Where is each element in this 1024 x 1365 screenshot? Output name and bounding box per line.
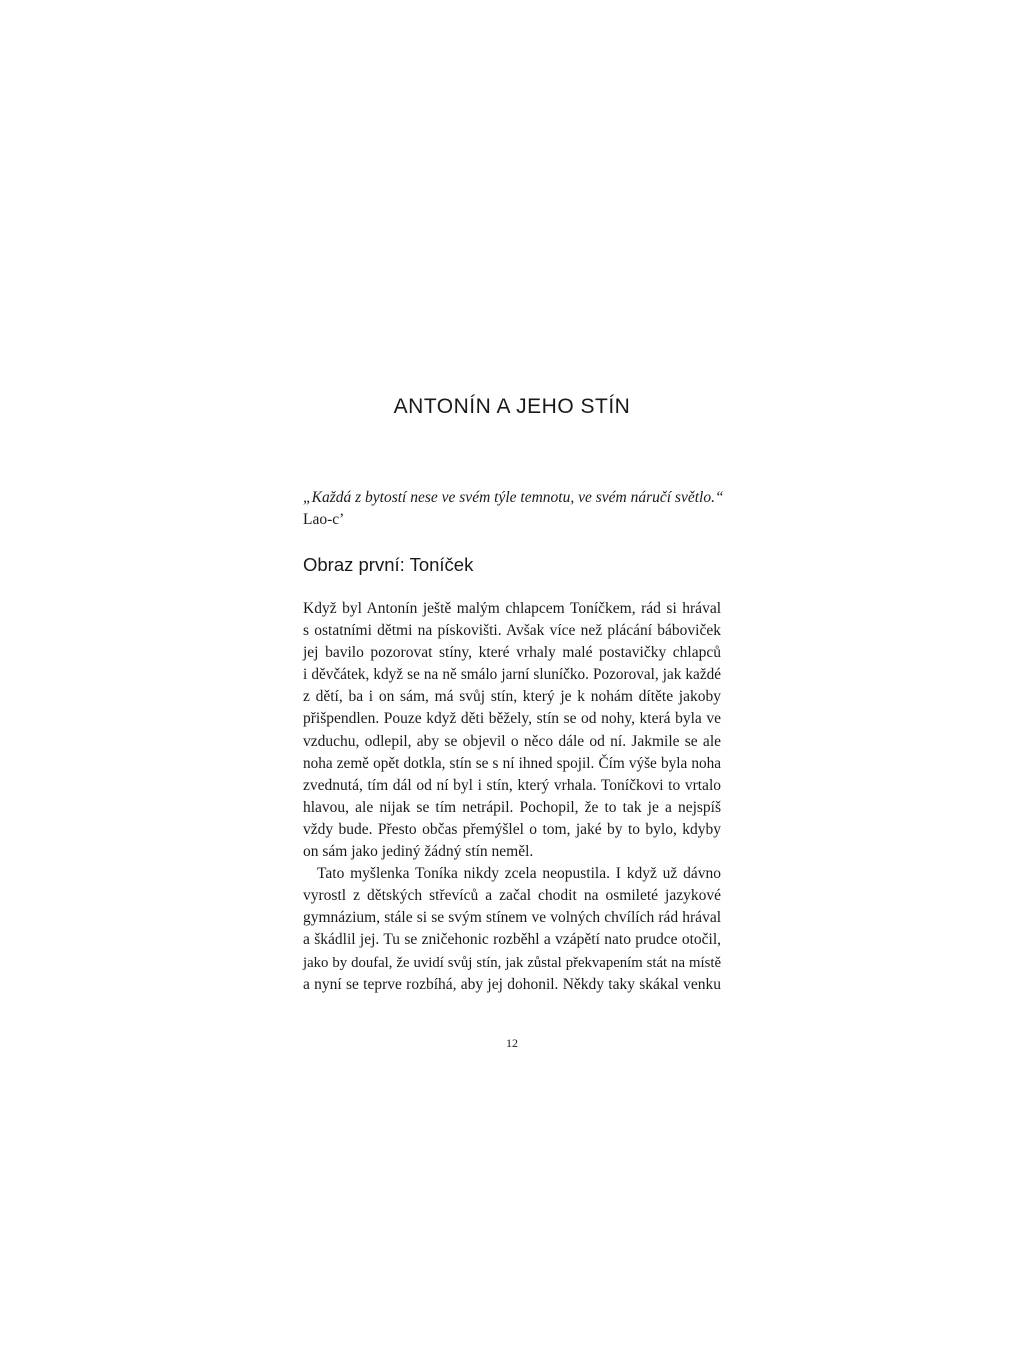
text-line: s ostatními dětmi na pískovišti. Avšak více než plácání báboviček (303, 622, 721, 640)
text-line: Tato myšlenka Toníka nikdy zcela neopustila. I když už dávno (317, 865, 721, 883)
text-line: noha země opět dotkla, stín se s ní ihned spojil. Čím výše byla noha (303, 754, 721, 772)
text-line: z dětí, ba i on sám, má svůj stín, který je k nohám dítěte jakoby (303, 688, 721, 706)
body-text (303, 598, 721, 996)
text-line: vždy bude. Přesto občas přemýšlel o tom, jaké by to bylo, kdyby (303, 820, 721, 838)
text-line: vyrostl z dětských střevíců a začal chodit na osmileté jazykové (303, 887, 721, 905)
text-line: hlavou, ale nijak se tím netrápil. Pochopil, že to tak je a nejspíš (303, 798, 721, 816)
text-line: zvednutá, tím dál od ní byl i stín, který vrhala. Toníčkovi to vrtalo (303, 776, 721, 794)
text-line: jej bavilo pozorovat stíny, které vrhaly malé postavičky chlapců (303, 644, 721, 662)
epigraph-author: Lao-c’ (303, 511, 345, 528)
text-line: a škádlil jej. Tu se zničehonic rozběhl a vzápětí nato prudce otočil, (303, 931, 721, 949)
text-line: a nyní se teprve rozbíhá, aby jej dohonil. Někdy taky skákal venku (303, 975, 721, 993)
text-line: vzduchu, odlepil, aby se objevil o něco dále od ní. Jakmile se ale (303, 732, 721, 750)
epigraph (303, 487, 733, 531)
section-title: Obraz první: Toníček (303, 554, 474, 575)
epigraph-quote: „Každá z bytostí nese ve svém týle temnotu, ve svém náručí světlo.“ (303, 489, 724, 506)
text-line: on sám jako jediný žádný stín neměl. (303, 843, 534, 861)
text-line: Když byl Antonín ještě malým chlapcem Toníčkem, rád si hrával (303, 600, 721, 617)
text-line: jako by doufal, že uvidí svůj stín, jak zůstal překvapením stát na místě (303, 954, 721, 971)
text-line: i děvčátek, když se na ně smálo jarní sluníčko. Pozoroval, jak každé (303, 666, 721, 684)
chapter-title: ANTONÍN A JEHO STÍN (393, 395, 631, 418)
page-number: 12 (506, 1036, 518, 1050)
text-line: gymnázium, stále si se svým stínem ve volných chvílích rád hrával (303, 909, 721, 927)
text-line: přišpendlen. Pouze když děti běžely, stín se od nohy, která byla ve (303, 710, 721, 728)
